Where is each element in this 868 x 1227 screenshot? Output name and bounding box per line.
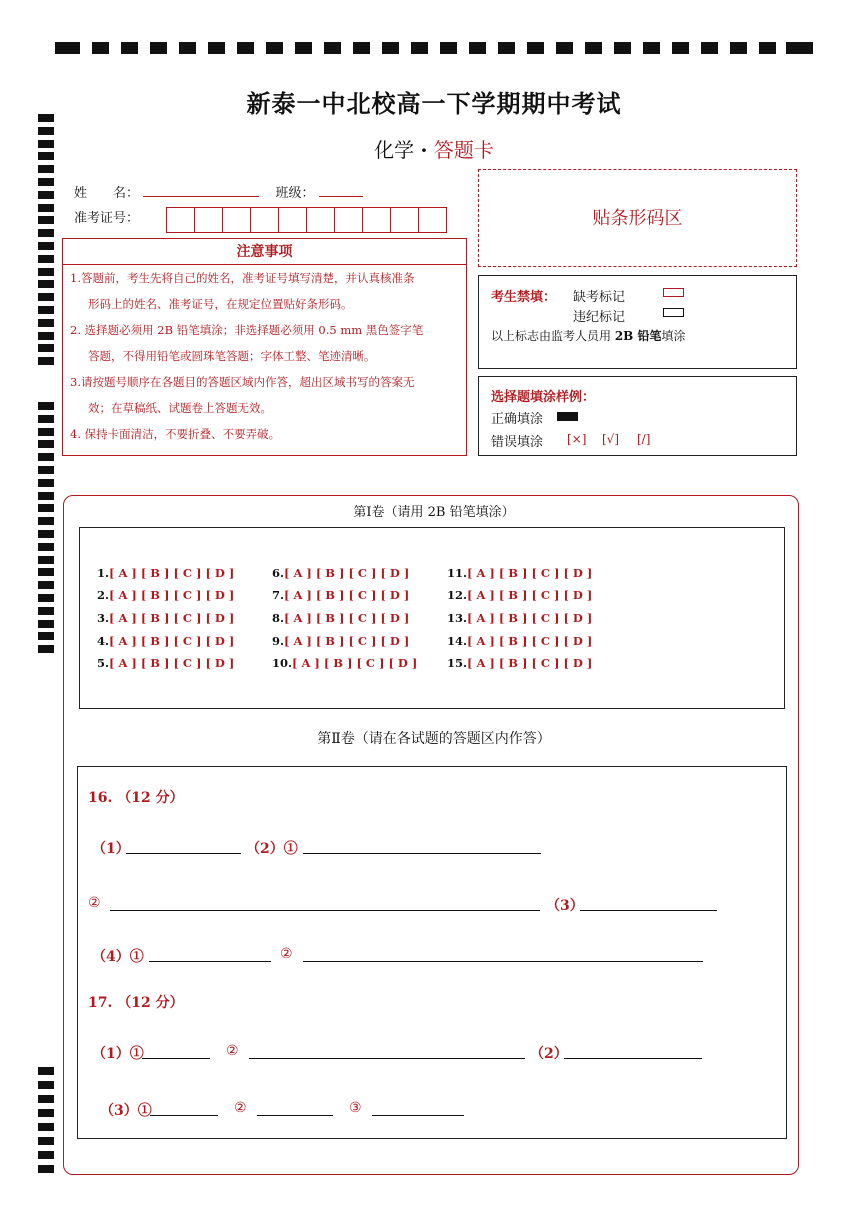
notice-line: 形码上的姓名、准考证号，在规定位置贴好条形码。 — [88, 297, 353, 311]
mc-question-number: 7. — [272, 588, 285, 602]
mc-question-12[interactable] — [447, 588, 592, 602]
exam-id-label: 准考证号： — [74, 211, 140, 226]
q17-p3c-label: ③ — [349, 1100, 362, 1116]
timing-mark — [38, 216, 54, 224]
class-field[interactable] — [319, 196, 363, 197]
absent-label: 缺考标记 — [573, 290, 626, 305]
exam-marks-note — [491, 327, 686, 344]
wrong-mark-check: [√] — [602, 432, 620, 446]
timing-mark — [38, 1137, 54, 1145]
timing-mark — [38, 607, 54, 615]
part1-heading: 第Ⅰ卷（请用 2B 铅笔填涂） — [353, 505, 515, 520]
notice-line: 效；在草稿纸、试题卷上答题无效。 — [88, 401, 272, 415]
timing-mark — [38, 178, 54, 186]
notice-num: 4. — [70, 427, 81, 441]
notice-line: 选择题必须用 2B 铅笔填涂；非选择题必须用 0.5 mm 黑色签字笔 — [80, 323, 424, 337]
timing-mark — [38, 280, 54, 288]
mc-question-number: 8. — [272, 611, 285, 625]
mc-question-15[interactable] — [447, 656, 592, 670]
mc-question-number: 6. — [272, 566, 285, 580]
timing-mark — [38, 530, 54, 538]
mc-options[interactable]: [ A ] [ B ] [ C ] [ D ] — [109, 588, 235, 602]
q16-p4-label: （4）① — [92, 949, 144, 965]
q17-p1b-label: ② — [226, 1043, 239, 1059]
mc-question-1[interactable] — [97, 566, 234, 580]
mc-options[interactable]: [ A ] [ B ] [ C ] [ D ] — [292, 656, 418, 670]
mc-options[interactable]: [ A ] [ B ] [ C ] [ D ] — [284, 566, 410, 580]
exam-marks-title: 考生禁填： — [491, 290, 557, 305]
violation-mark-box[interactable] — [663, 308, 684, 317]
timing-mark — [38, 632, 54, 640]
mc-options[interactable]: [ A ] [ B ] [ C ] [ D ] — [467, 588, 593, 602]
timing-mark — [38, 440, 54, 448]
exam-id-cell[interactable] — [194, 207, 223, 233]
timing-mark — [38, 1165, 54, 1173]
timing-mark — [38, 165, 54, 173]
wrong-mark-x: [×] — [567, 432, 587, 446]
exam-id-cell[interactable] — [222, 207, 251, 233]
mc-question-2[interactable] — [97, 588, 234, 602]
q16-p1-answer-line[interactable] — [126, 853, 241, 854]
mc-question-10[interactable] — [272, 656, 417, 670]
mc-question-6[interactable] — [272, 566, 409, 580]
timing-mark — [38, 268, 54, 276]
timing-mark — [38, 1151, 54, 1159]
timing-mark — [38, 1081, 54, 1089]
mc-question-4[interactable] — [97, 634, 234, 648]
notice-title: 注意事项 — [63, 239, 466, 265]
q16-p4-1-answer-line[interactable] — [149, 961, 271, 962]
subtitle-dot: · — [420, 138, 428, 162]
notice-item — [63, 369, 466, 421]
timing-mark — [38, 191, 54, 199]
correct-fill-sample — [557, 412, 578, 421]
exam-id-cell[interactable] — [334, 207, 363, 233]
class-label: 班级： — [275, 186, 315, 201]
notice-line: 请按题号顺序在各题目的答题区域内作答，超出区域书写的答案无 — [80, 375, 415, 389]
exam-id-grid[interactable] — [166, 207, 446, 233]
timing-mark — [38, 568, 54, 576]
mc-question-number: 14. — [447, 634, 468, 648]
mc-question-number: 1. — [97, 566, 110, 580]
barcode-area — [478, 169, 797, 267]
timing-mark — [38, 306, 54, 314]
mc-options[interactable]: [ A ] [ B ] [ C ] [ D ] — [284, 634, 410, 648]
timing-mark — [38, 620, 54, 628]
mc-question-7[interactable] — [272, 588, 409, 602]
mc-question-13[interactable] — [447, 611, 592, 625]
timing-mark — [38, 242, 54, 250]
mc-question-number: 4. — [97, 634, 110, 648]
mc-options[interactable]: [ A ] [ B ] [ C ] [ D ] — [467, 566, 593, 580]
exam-id-cell[interactable] — [278, 207, 307, 233]
timing-mark — [38, 1095, 54, 1103]
timing-mark — [38, 1067, 54, 1075]
part2-box — [77, 766, 787, 1139]
notice-item — [63, 265, 466, 317]
mc-question-number: 9. — [272, 634, 285, 648]
q17-p3-2-answer-line[interactable] — [257, 1115, 333, 1116]
timing-mark — [38, 1123, 54, 1131]
mc-options[interactable]: [ A ] [ B ] [ C ] [ D ] — [467, 611, 593, 625]
q16-heading: 16. （12 分） — [88, 790, 184, 806]
wrong-mark-slash: [/] — [637, 432, 651, 446]
fill-example-title: 选择题填涂样例： — [491, 390, 596, 405]
notice-box — [62, 238, 467, 456]
timing-mark — [38, 344, 54, 352]
mc-question-number: 5. — [97, 656, 110, 670]
mc-question-number: 15. — [447, 656, 468, 670]
part2-heading: 第Ⅱ卷（请在各试题的答题区内作答） — [317, 731, 551, 747]
timing-mark — [38, 319, 54, 327]
timing-mark — [38, 293, 54, 301]
timing-mark — [38, 453, 54, 461]
barcode-label: 贴条形码区 — [592, 208, 683, 229]
mc-question-8[interactable] — [272, 611, 409, 625]
q16-p4b-label: ② — [280, 946, 293, 962]
timing-mark — [38, 428, 54, 436]
subject-name: 化学 — [374, 138, 415, 162]
violation-label: 违纪标记 — [573, 310, 626, 325]
notice-line: 答题前，考生先将自己的姓名，准考证号填写清楚，并认真核准条 — [80, 271, 415, 285]
mc-options[interactable]: [ A ] [ B ] [ C ] [ D ] — [467, 656, 593, 670]
mc-question-14[interactable] — [447, 634, 592, 648]
exam-id-cell[interactable] — [418, 207, 447, 233]
mc-options[interactable]: [ A ] [ B ] [ C ] [ D ] — [109, 566, 235, 580]
mc-question-number: 13. — [447, 611, 468, 625]
mc-question-number: 11. — [447, 566, 468, 580]
mc-question-number: 3. — [97, 611, 110, 625]
card-type: 答题卡 — [433, 138, 494, 162]
mc-options[interactable]: [ A ] [ B ] [ C ] [ D ] — [109, 611, 235, 625]
timing-mark — [38, 1109, 54, 1117]
q17-p3-label: （3）① — [100, 1103, 152, 1119]
name-field[interactable] — [143, 196, 259, 197]
q17-p2-answer-line[interactable] — [564, 1058, 702, 1059]
exam-id-cell[interactable] — [362, 207, 391, 233]
mc-options[interactable]: [ A ] [ B ] [ C ] [ D ] — [284, 611, 410, 625]
exam-id-cell[interactable] — [250, 207, 279, 233]
q17-p3b-label: ② — [234, 1100, 247, 1116]
q16-p4-2-answer-line[interactable] — [303, 961, 703, 962]
mc-question-11[interactable] — [447, 566, 592, 580]
mc-options[interactable]: [ A ] [ B ] [ C ] [ D ] — [284, 588, 410, 602]
name-row — [74, 182, 363, 201]
timing-mark — [38, 402, 54, 410]
exam-marks-box — [478, 275, 797, 369]
timing-mark — [38, 466, 54, 474]
note-bold: 2B 铅笔 — [614, 329, 662, 343]
timing-mark — [38, 479, 54, 487]
timing-mark — [38, 543, 54, 551]
q16-p3-label: （3） — [546, 898, 584, 914]
q16-p2b-label: ② — [88, 895, 101, 911]
q16-p2-1-answer-line[interactable] — [303, 853, 541, 854]
card-subtitle — [0, 134, 868, 163]
mc-options[interactable]: [ A ] [ B ] [ C ] [ D ] — [109, 634, 235, 648]
mc-question-number: 12. — [447, 588, 468, 602]
exam-title: 新泰一中北校高一下学期期中考试 — [246, 90, 622, 118]
notice-num: 2. — [70, 323, 81, 337]
fill-example-box — [478, 376, 797, 456]
q16-p2-2-answer-line[interactable] — [110, 910, 540, 911]
q16-p3-answer-line[interactable] — [580, 910, 717, 911]
timing-mark — [38, 415, 54, 423]
absent-mark-box[interactable] — [663, 288, 684, 297]
notice-line: 保持卡面清洁，不要折叠、不要弄破。 — [80, 427, 281, 441]
exam-id-cell[interactable] — [306, 207, 335, 233]
notice-num: 3. — [70, 375, 81, 389]
timing-mark — [38, 556, 54, 564]
timing-mark — [38, 229, 54, 237]
timing-mark — [38, 357, 54, 365]
notice-item — [63, 317, 466, 369]
q17-p1-1-answer-line[interactable] — [142, 1058, 210, 1059]
notice-list — [63, 265, 466, 447]
notice-num: 1. — [70, 271, 81, 285]
q17-p1-2-answer-line[interactable] — [249, 1058, 525, 1059]
name-label: 姓 名： — [74, 186, 140, 201]
timing-mark — [38, 581, 54, 589]
q16-p1-label: （1） — [92, 841, 130, 857]
q17-p3-3-answer-line[interactable] — [372, 1115, 464, 1116]
timing-mark — [38, 332, 54, 340]
wrong-fill-label: 错误填涂 — [491, 435, 544, 450]
mc-question-number: 2. — [97, 588, 110, 602]
q17-p2-label: （2） — [530, 1046, 568, 1062]
q17-p1-label: （1）① — [92, 1046, 144, 1062]
timing-mark — [38, 594, 54, 602]
mc-question-9[interactable] — [272, 634, 409, 648]
notice-item — [63, 421, 466, 447]
q16-p2-label: （2）① — [246, 841, 298, 857]
mc-options[interactable]: [ A ] [ B ] [ C ] [ D ] — [109, 656, 235, 670]
note-suffix: 填涂 — [661, 329, 686, 343]
correct-fill-label: 正确填涂 — [491, 412, 544, 427]
exam-id-cell[interactable] — [390, 207, 419, 233]
q17-heading: 17. （12 分） — [88, 995, 184, 1011]
mc-options[interactable]: [ A ] [ B ] [ C ] [ D ] — [467, 634, 593, 648]
exam-id-cell[interactable] — [166, 207, 195, 233]
timing-mark — [38, 492, 54, 500]
mc-question-number: 10. — [272, 656, 293, 670]
q17-p3-1-answer-line[interactable] — [150, 1115, 218, 1116]
timing-mark — [38, 204, 54, 212]
mc-question-3[interactable] — [97, 611, 234, 625]
note-prefix: 以上标志由监考人员用 — [491, 329, 615, 343]
mc-question-5[interactable] — [97, 656, 234, 670]
timing-mark — [38, 645, 54, 653]
notice-line: 答题，不得用铅笔或圆珠笔答题；字体工整、笔迹清晰。 — [88, 349, 376, 363]
timing-mark — [38, 255, 54, 263]
